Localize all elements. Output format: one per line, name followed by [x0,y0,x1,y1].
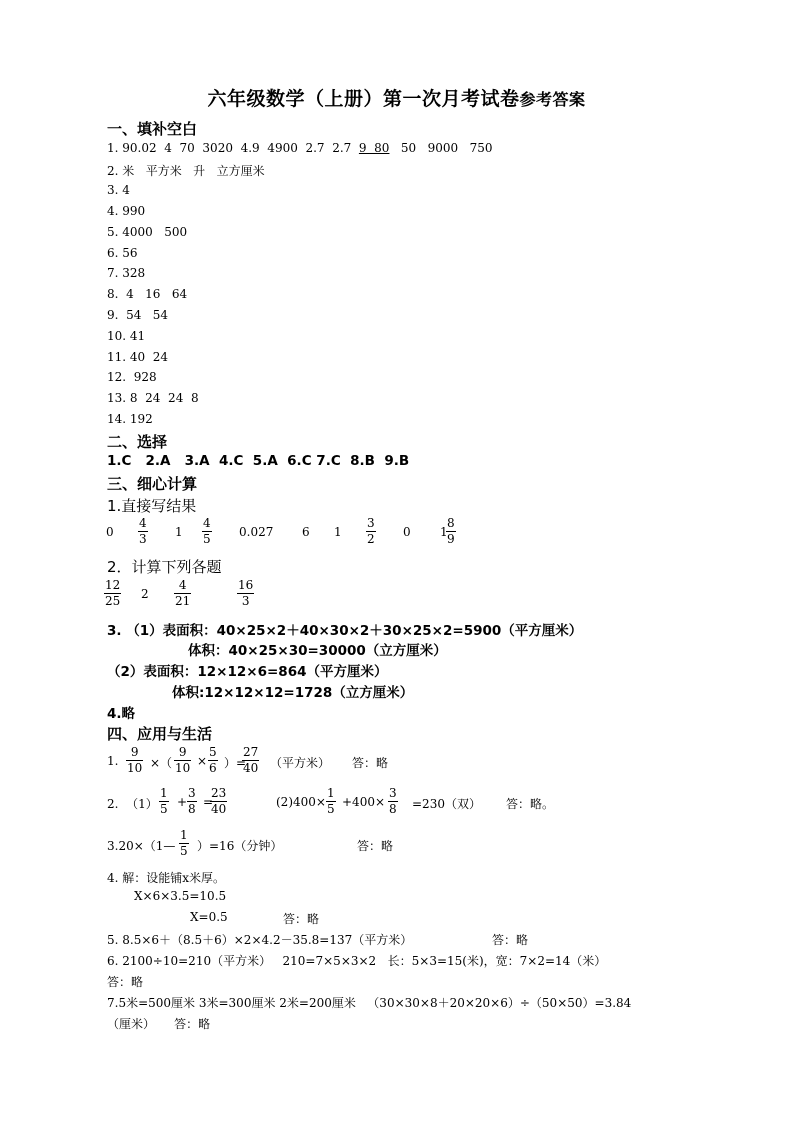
line-1-label: 1. [107,141,119,155]
q5-text: 5. 8.5×6＋（8.5＋6）×2×4.2－35.8=137（平方米） [107,933,413,947]
line-1-after: 50 9000 750 [389,141,493,155]
q4-line-3: X=0.5 [190,910,228,924]
q1-times-open: ×（ [150,756,173,770]
q3-answer: 答：略 [357,839,394,853]
q1-frac-1-numerator: 9 [126,745,143,761]
q1-answer: 答：略 [352,756,389,770]
q2-frac-2-numerator: 3 [188,786,196,800]
q2-part2-frac-2 [388,786,398,817]
q2-frac-1-denominator: 5 [160,802,168,816]
section-4-heading: 四、应用与生活 [107,725,213,743]
choice-answers: 1.C 2.A 3.A 4.C 5.A 6.C 7.C 8.B 9.B [107,453,410,469]
q1-result-denominator: 40 [243,761,259,775]
q2-result [210,786,227,817]
line-1-before: 90.02 4 70 3020 4.9 4900 2.7 2.7 [122,141,359,155]
calc-c-denominator: 21 [175,594,191,608]
result-f: 6 [302,525,310,539]
q1-label: 1. [107,754,119,768]
q3-frac [179,828,189,859]
q1-times: × [197,754,208,768]
calc-d-fraction [237,578,254,609]
calc-a-denominator: 25 [105,594,121,608]
part-3-line-1: 3. （1）表面积：40×25×2＋40×30×2＋30×25×2=5900（平方厘米） [107,623,583,639]
q2-part2-a: (2)400× [276,795,326,809]
q4-line-1: 4. 解：设能铺x米厚。 [107,871,226,885]
q2-frac-1-numerator: 1 [160,786,168,800]
q4-line-2: X×6×3.5=10.5 [134,889,227,903]
result-h-fraction [366,516,376,547]
q2-part2-frac-2-denominator: 8 [389,802,397,816]
section-3-heading: 三、细心计算 [107,475,198,493]
part-3-line-2: 体积：40×25×30=30000（立方厘米） [188,643,447,659]
q2-part2-c: =230（双） [412,797,481,811]
result-j-fraction [446,516,456,547]
q2-part2-frac-1-denominator: 5 [327,802,335,816]
q1-frac-3 [208,745,218,776]
answer-line-5: 5. 4000 500 [107,225,188,239]
result-e: 0.027 [239,525,274,539]
q1-result-numerator: 27 [243,745,259,759]
result-g: 1 [334,525,342,539]
q2-part2-frac-2-numerator: 3 [389,786,397,800]
answer-line-1 [107,141,493,155]
result-d-denominator: 5 [203,532,211,546]
calc-d-denominator: 3 [241,594,250,608]
result-j-numerator: 8 [447,516,455,530]
result-a: 0 [106,525,114,539]
q2-equals: = [203,795,214,809]
result-j-whole: 1 [440,525,448,539]
q1-close-equals: ）= [224,756,247,770]
answer-line-4: 4. 990 [107,204,146,218]
q4-answer: 答：略 [283,912,320,926]
calc-c-numerator: 4 [174,578,191,594]
page-title [0,84,793,111]
result-h-numerator: 3 [367,516,375,530]
answer-line-3: 3. 4 [107,183,130,197]
part-2-heading: 2．计算下列各题 [107,558,222,576]
answer-line-14: 14. 192 [107,412,153,426]
q1-result [242,745,259,776]
result-b-numerator: 4 [139,516,147,530]
answer-line-2: 2. 米 平方米 升 立方厘米 [107,164,265,178]
result-d-fraction [202,516,212,547]
q5-answer: 答：略 [492,933,529,947]
answer-line-8: 8. 4 16 64 [107,287,188,301]
q6-answer: 答：略 [107,975,144,989]
calc-a-fraction [104,578,121,609]
q1-frac-1 [126,745,143,776]
section-1-heading: 一、填补空白 [107,120,198,138]
answer-line-13: 13. 8 24 24 8 [107,391,199,405]
result-d-numerator: 4 [203,516,211,530]
q1-frac-2 [174,745,191,776]
q2-frac-2-denominator: 8 [188,802,196,816]
part-3-line-4: 体积:12×12×12=1728（立方厘米） [172,685,414,701]
part-3-line-3: （2）表面积：12×12×6=864（平方厘米） [107,664,388,680]
calc-b: 2 [141,587,149,601]
answer-line-7: 7. 328 [107,266,146,280]
q1-frac-1-denominator: 10 [127,761,143,775]
answer-line-11: 11. 40 24 [107,350,169,364]
q2-part2-frac-1-numerator: 1 [327,786,335,800]
result-b-fraction [138,516,148,547]
q2-plus: + [177,795,188,809]
calc-d-numerator: 16 [238,578,254,592]
result-b-denominator: 3 [139,532,147,546]
q2-label: 2. （1） [107,797,158,811]
line-1-underlined: 9 80 [358,141,390,155]
part-1-heading: 1.直接写结果 [107,497,197,515]
q2-frac-1 [159,786,169,817]
title-suffix: 参考答案 [519,90,586,109]
result-i: 0 [403,525,411,539]
q2-result-denominator: 40 [211,802,227,816]
calc-c-fraction [174,578,191,609]
q3-frac-numerator: 1 [180,828,188,842]
q7-text: 7.5米=500厘米 3米=300厘米 2米=200厘米 （30×30×8＋20×20×6）÷（50×50）=3.84 [107,996,632,1010]
q2-result-numerator: 23 [211,786,227,800]
result-c: 1 [175,525,183,539]
calc-a-numerator: 12 [105,578,121,592]
answer-line-10: 10. 41 [107,329,146,343]
result-j-denominator: 9 [447,532,455,546]
q6-text: 6. 2100÷10=210（平方米） 210=7×5×3×2 长：5×3=15(米)，宽：7×2=14（米） [107,954,607,968]
section-2-heading: 二、选择 [107,433,168,451]
answer-line-12: 12. 928 [107,370,157,384]
q2-answer: 答：略。 [506,797,555,811]
q1-frac-2-denominator: 10 [175,761,191,775]
answer-line-6: 6. 56 [107,246,138,260]
answer-line-9: 9. 54 54 [107,308,169,322]
q1-frac-2-numerator: 9 [174,745,191,761]
q3-frac-denominator: 5 [180,844,188,858]
part-4: 4.略 [107,706,136,722]
q2-frac-2 [187,786,197,817]
title-main: 六年级数学（上册）第一次月考试卷 [207,88,520,110]
q3-post: ）=16（分钟） [197,839,283,853]
q1-frac-3-numerator: 5 [209,745,217,759]
q3-pre: 3.20×（1— [107,839,176,853]
q1-unit: （平方米） [270,756,331,770]
q7-line-2: （厘米） 答：略 [107,1017,211,1031]
result-h-denominator: 2 [367,532,375,546]
q2-part2-b: +400× [342,795,386,809]
q2-part2-frac-1 [326,786,336,817]
q1-frac-3-denominator: 6 [209,761,217,775]
